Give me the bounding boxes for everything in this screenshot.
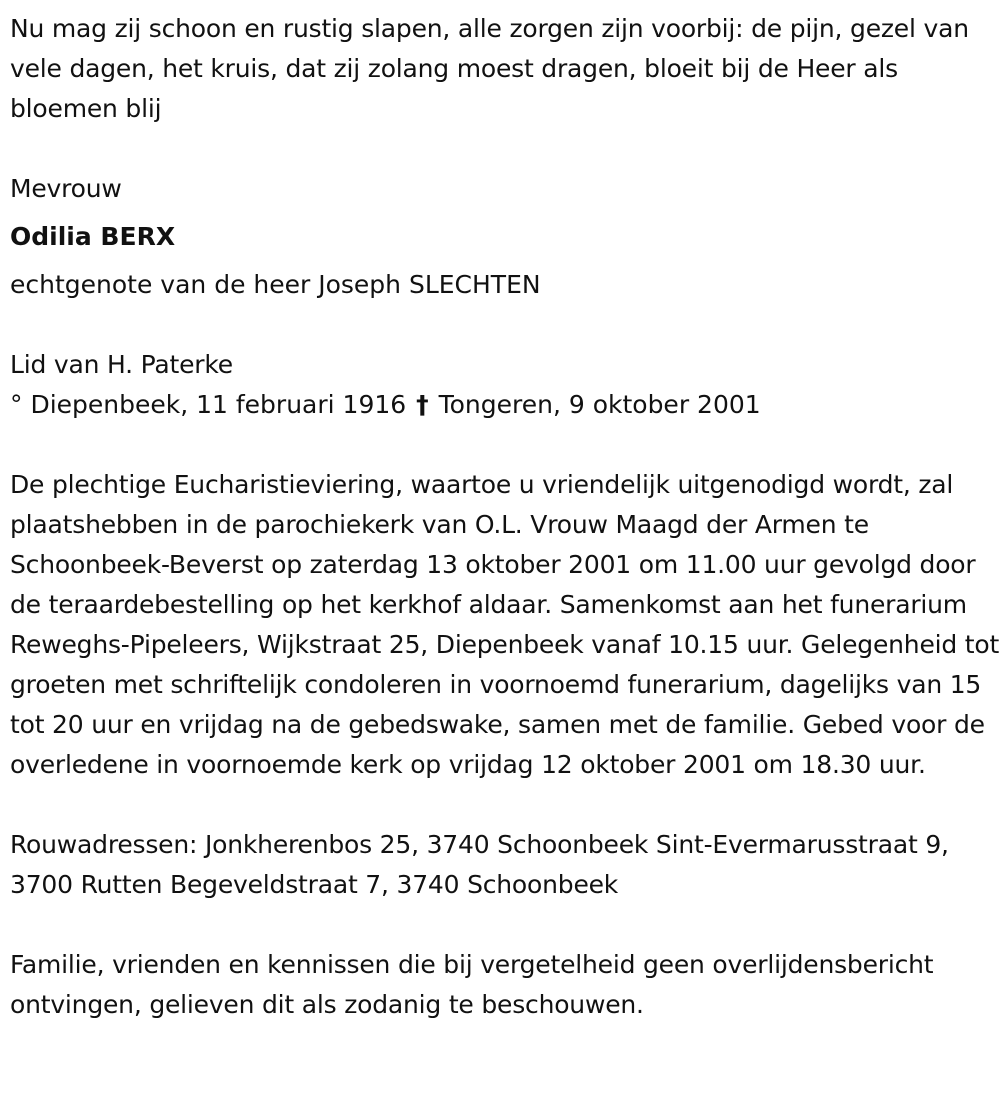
- birth-info: ° Diepenbeek, 11 februari 1916: [10, 390, 407, 419]
- closing-note: Familie, vrienden en kennissen die bij vergetelheid geen overlijdensbericht ontvingen, gelieven dit als zodanig te beschouwen.: [10, 950, 934, 1019]
- cross-icon: †: [416, 390, 429, 419]
- mourning-addresses: Rouwadressen: Jonkherenbos 25, 3740 Schoonbeek Sint-Evermarusstraat 9, 3700 Rutten Begeveldstraat 7, 3740 Schoonbeek: [10, 830, 949, 899]
- spouse-line: echtgenote van de heer Joseph SLECHTEN: [10, 270, 541, 299]
- birth-death-dates: [10, 385, 1000, 425]
- death-info: Tongeren, 9 oktober 2001: [438, 390, 761, 419]
- deceased-name: Odilia BERX: [10, 222, 176, 251]
- salutation: Mevrouw: [10, 174, 122, 203]
- membership: Lid van H. Paterke: [10, 350, 233, 379]
- intro-poem: Nu mag zij schoon en rustig slapen, alle zorgen zijn voorbij: de pijn, gezel van vele dagen, het kruis, dat zij zolang moest dragen, bloeit bij de Heer als bloemen blij: [10, 14, 969, 123]
- ceremony-paragraph: De plechtige Eucharistieviering, waartoe u vriendelijk uitgenodigd wordt, zal plaatshebben in de parochiekerk van O.L. Vrouw Maagd der Armen te Schoonbeek-Beverst op zaterdag 13 oktober 2001 om 11.00 uur gevolgd door de teraardebestelling op het kerkhof aldaar. Samenkomst aan het funerarium Reweghs-Pipeleers, Wijkstraat 25, Diepenbeek vanaf 10.15 uur. Gelegenheid tot groeten met schriftelijk condoleren in voornoemd funerarium, dagelijks van 15 tot 20 uur en vrijdag na de gebedswake, samen met de familie. Gebed voor de overledene in voornoemde kerk op vrijdag 12 oktober 2001 om 18.30 uur.: [10, 470, 1000, 779]
